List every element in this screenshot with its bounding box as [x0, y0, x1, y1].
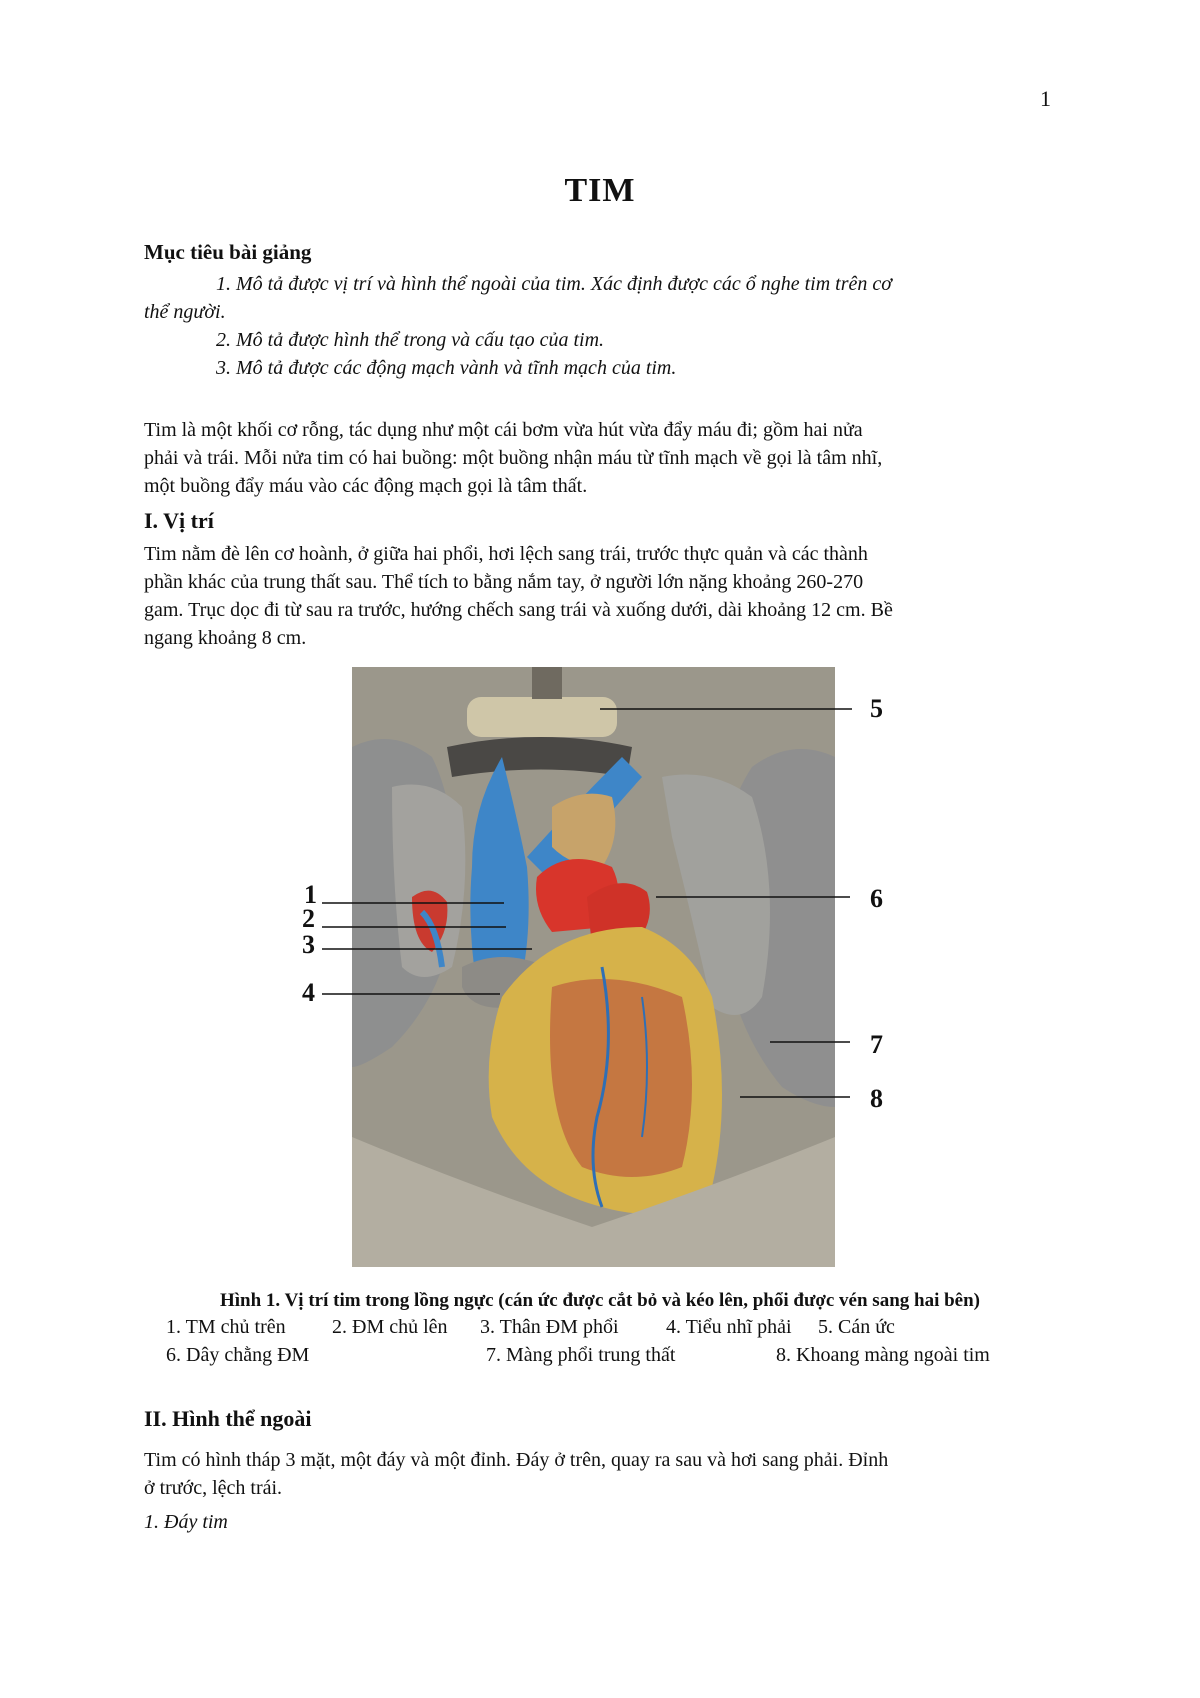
section-line: gam. Trục dọc đi từ sau ra trước, hướng chếch sang trái và xuống dưới, dài khoảng 12 cm. Bề	[144, 599, 893, 621]
figure-caption: Hình 1. Vị trí tim trong lồng ngực (cán ức được cắt bỏ và kéo lên, phổi được vén sang hai bên)	[219, 1290, 981, 1311]
figure-marker: 2	[302, 904, 315, 933]
legend-item: 4. Tiểu nhĩ phải	[666, 1316, 792, 1338]
intro-line: Tim là một khối cơ rỗng, tác dụng như một cái bơm vừa hút vừa đẩy máu đi; gồm hai nửa	[144, 419, 863, 441]
legend-item: 6. Dây chằng ĐM	[166, 1344, 310, 1366]
section-line: Tim nằm đè lên cơ hoành, ở giữa hai phổi, hơi lệch sang trái, trước thực quản và các thành	[144, 543, 868, 565]
objective-item: thể người.	[144, 301, 226, 323]
section-heading: II. Hình thể ngoài	[144, 1406, 312, 1431]
page-number: 1	[1040, 86, 1051, 111]
figure-marker: 3	[302, 930, 315, 959]
figure-marker: 5	[870, 694, 883, 723]
section-line: Tim có hình tháp 3 mặt, một đáy và một đỉnh. Đáy ở trên, quay ra sau và hơi sang phải. Đỉnh	[144, 1449, 889, 1471]
intro-line: một buồng đẩy máu vào các động mạch gọi là tâm thất.	[144, 475, 588, 497]
figure-marker: 7	[870, 1030, 883, 1059]
leader-lines	[300, 667, 880, 1107]
legend-item: 7. Màng phổi trung thất	[486, 1344, 676, 1366]
page-title: TIM	[564, 172, 636, 209]
figure-marker: 6	[870, 884, 883, 913]
subsection-heading: 1. Đáy tim	[144, 1511, 228, 1533]
figure-marker: 1	[304, 880, 317, 909]
section-line: ở trước, lệch trái.	[144, 1477, 283, 1499]
section-line: ngang khoảng 8 cm.	[144, 627, 307, 649]
objectives-heading: Mục tiêu bài giảng	[144, 240, 312, 264]
legend-item: 5. Cán ức	[818, 1316, 895, 1338]
figure-marker: 8	[870, 1084, 883, 1113]
section-heading: I. Vị trí	[144, 508, 214, 533]
objective-item: 2. Mô tả được hình thể trong và cấu tạo của tim.	[216, 329, 605, 351]
section-line: phần khác của trung thất sau. Thể tích to bằng nắm tay, ở người lớn nặng khoảng 260-270	[144, 571, 864, 593]
legend-item: 3. Thân ĐM phổi	[480, 1316, 619, 1338]
legend-item: 8. Khoang màng ngoài tim	[776, 1344, 990, 1366]
legend-item: 2. ĐM chủ lên	[332, 1316, 448, 1338]
legend-item: 1. TM chủ trên	[166, 1316, 286, 1338]
objective-item: 1. Mô tả được vị trí và hình thể ngoài của tim. Xác định được các ổ nghe tim trên cơ	[216, 273, 892, 295]
objective-item: 3. Mô tả được các động mạch vành và tĩnh mạch của tim.	[216, 357, 677, 379]
intro-line: phải và trái. Mỗi nửa tim có hai buồng: một buồng nhận máu từ tĩnh mạch về gọi là tâm nhĩ,	[144, 447, 883, 469]
figure-marker: 4	[302, 978, 315, 1007]
